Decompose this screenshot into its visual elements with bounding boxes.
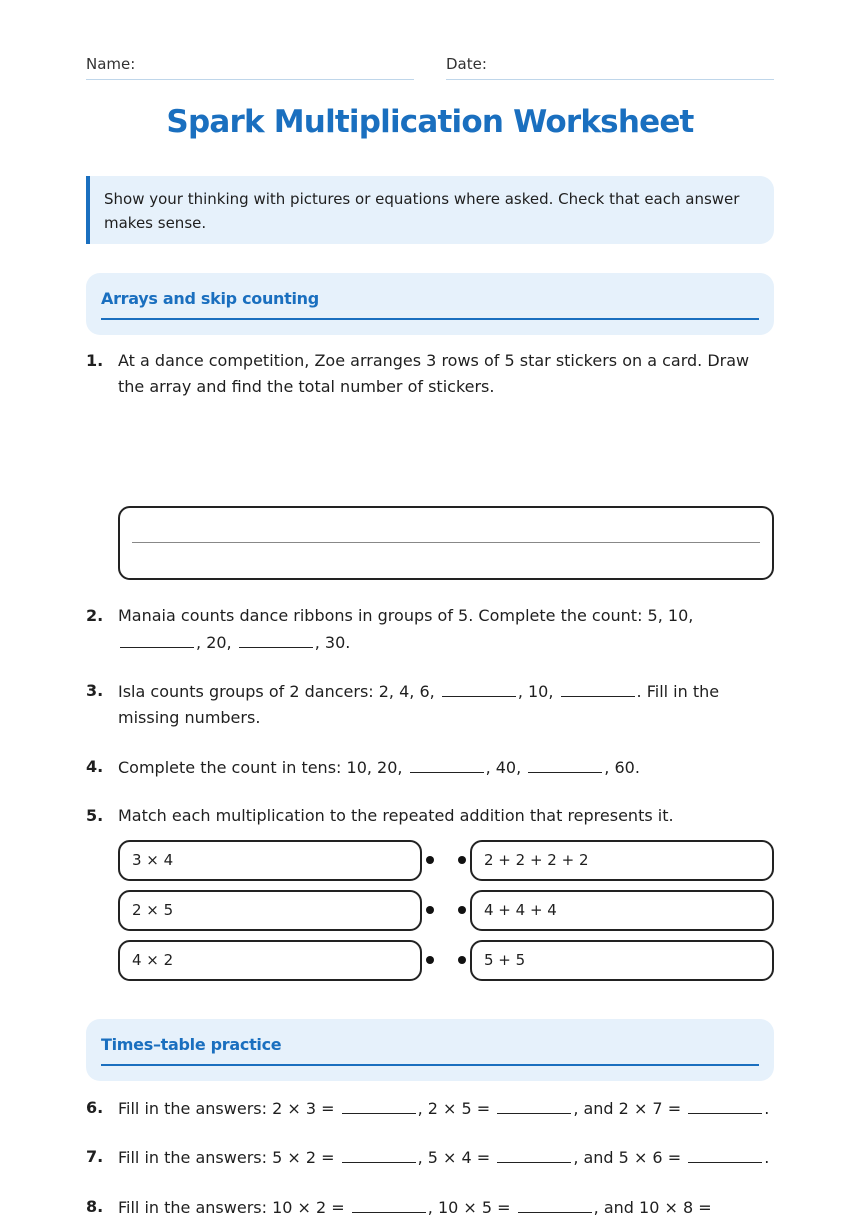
answer-box[interactable] (118, 506, 774, 580)
match-dot[interactable] (458, 906, 466, 914)
text-part: . Fill in the missing numbers. (118, 682, 720, 727)
answer-blank[interactable] (342, 1095, 416, 1114)
question-number: 7. (86, 1147, 104, 1166)
text-part: , 40, (485, 758, 522, 777)
question-text: Match each multiplication to the repeated addition that represents it. (118, 806, 674, 825)
section-rule (101, 318, 759, 320)
question-2 (86, 603, 774, 656)
text-part: Fill in the answers: 5 × 2 = (118, 1148, 335, 1167)
question-3 (86, 678, 774, 731)
question-text (118, 603, 774, 656)
text-part: Complete the count in tens: 10, 20, (118, 758, 403, 777)
match-dot[interactable] (426, 856, 434, 864)
text-part: , 30. (314, 633, 351, 652)
question-7 (86, 1144, 774, 1171)
question-1 (86, 348, 774, 400)
section-rule (101, 1064, 759, 1066)
text-part: , 10, (517, 682, 554, 701)
text-part: , (196, 633, 202, 652)
match-left-item[interactable]: 4 × 2 (118, 940, 422, 981)
section-arrays (86, 273, 774, 335)
text-part: 20, (206, 633, 232, 652)
question-text (118, 1144, 774, 1171)
section-title: Arrays and skip counting (101, 289, 319, 308)
match-left-item[interactable]: 3 × 4 (118, 840, 422, 881)
text-part: Fill in the answers: 10 × 2 = (118, 1198, 345, 1217)
text-part: Manaia counts dance ribbons in groups of 5. Complete the count: 5, 10, (118, 606, 694, 625)
answer-blank[interactable] (688, 1144, 762, 1163)
page-title: Spark Multiplication Worksheet (166, 104, 694, 140)
match-dot[interactable] (426, 956, 434, 964)
text-part: , and 5 × 6 = (573, 1148, 682, 1167)
name-label: Name: (86, 55, 136, 73)
name-field[interactable] (86, 54, 414, 80)
match-right-item[interactable]: 5 + 5 (470, 940, 774, 981)
text-part: , 10 × 5 = (427, 1198, 511, 1217)
match-dot[interactable] (458, 856, 466, 864)
section-times-table (86, 1019, 774, 1081)
date-line (446, 79, 774, 80)
text-part: . (764, 1099, 770, 1118)
answer-blank[interactable] (688, 1095, 762, 1114)
question-text (118, 678, 774, 731)
answer-blank[interactable] (497, 1144, 571, 1163)
match-right-item[interactable]: 2 + 2 + 2 + 2 (470, 840, 774, 881)
answer-blank[interactable] (352, 1194, 426, 1213)
question-number: 1. (86, 351, 104, 370)
writing-line (132, 542, 760, 543)
question-text (118, 1194, 774, 1221)
question-number: 6. (86, 1098, 104, 1117)
answer-blank[interactable] (342, 1144, 416, 1163)
answer-blank[interactable] (410, 754, 484, 773)
question-6 (86, 1095, 774, 1122)
question-number: 3. (86, 681, 104, 700)
question-text (118, 1095, 774, 1122)
match-left-item[interactable]: 2 × 5 (118, 890, 422, 931)
answer-blank[interactable] (442, 678, 516, 697)
name-line (86, 79, 414, 80)
text-part: , and 2 × 7 = (573, 1099, 682, 1118)
text-part: , 60. (604, 758, 640, 777)
answer-blank[interactable] (528, 754, 602, 773)
text-part: , 5 × 4 = (417, 1148, 491, 1167)
answer-blank[interactable] (497, 1095, 571, 1114)
instructions-box (86, 176, 774, 244)
text-part: , 2 × 5 = (417, 1099, 491, 1118)
question-number: 2. (86, 606, 104, 625)
question-4 (86, 754, 774, 781)
question-8 (86, 1194, 774, 1221)
match-dot[interactable] (458, 956, 466, 964)
answer-blank[interactable] (120, 629, 194, 648)
question-5 (86, 803, 774, 829)
match-right-item[interactable]: 4 + 4 + 4 (470, 890, 774, 931)
text-part: Isla counts groups of 2 dancers: 2, 4, 6, (118, 682, 435, 701)
question-number: 4. (86, 757, 104, 776)
date-field[interactable] (446, 54, 774, 80)
date-label: Date: (446, 55, 487, 73)
answer-blank[interactable] (561, 678, 635, 697)
match-dot[interactable] (426, 906, 434, 914)
answer-blank[interactable] (518, 1194, 592, 1213)
section-title: Times–table practice (101, 1035, 282, 1054)
question-text: At a dance competition, Zoe arranges 3 rows of 5 star stickers on a card. Draw the array and find the total number of stickers. (118, 351, 750, 396)
text-part: Fill in the answers: 2 × 3 = (118, 1099, 335, 1118)
text-part: . (764, 1148, 770, 1167)
question-number: 5. (86, 806, 104, 825)
instructions-text: Show your thinking with pictures or equations where asked. Check that each answer makes sense. (104, 190, 740, 232)
text-part: , and 10 × 8 = (593, 1198, 712, 1217)
answer-blank[interactable] (239, 629, 313, 648)
question-text (118, 754, 774, 781)
question-number: 8. (86, 1197, 104, 1216)
